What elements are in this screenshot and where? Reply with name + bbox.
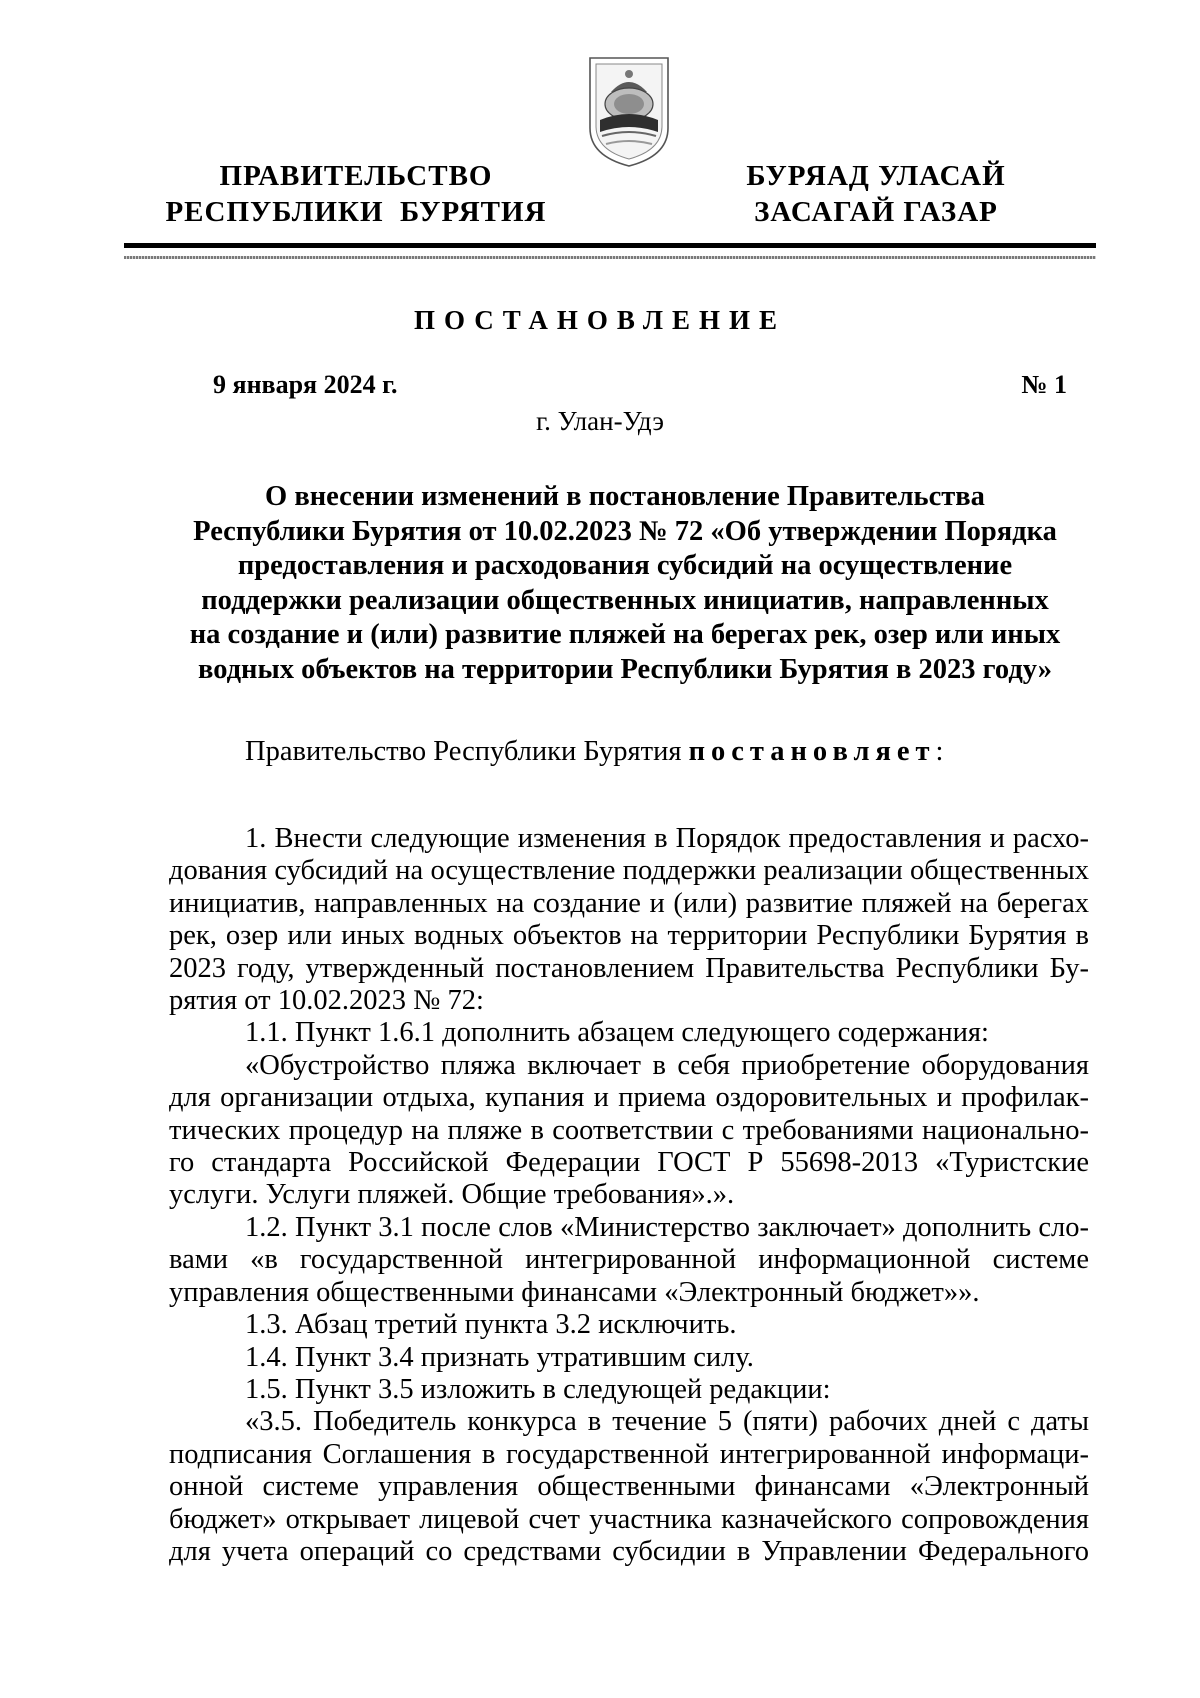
resolution-prefix: Правительство Республики Бурятия xyxy=(245,736,689,767)
header-divider-thin xyxy=(124,256,1096,259)
body-line: рек, озер или иных водных объектов на территории Республики Бурятия в xyxy=(169,920,1089,952)
title-line: О внесении изменений в постановление Правительства xyxy=(265,481,985,512)
body-line: 1. Внести следующие изменения в Порядок предоставления и расхо- xyxy=(245,823,1089,854)
government-name-buryat xyxy=(706,158,1046,230)
resolution-suffix: : xyxy=(935,736,944,767)
body-line: «Обустройство пляжа включает в себя приобретение оборудования xyxy=(245,1049,1089,1081)
body-line: 2023 году, утвержденный постановлением Правительства Республики Бу- xyxy=(169,952,1089,984)
body-line: подписания Соглашения в государственной интегрированной информаци- xyxy=(169,1438,1089,1470)
government-name-buryat-line1: БУРЯАД УЛАСАЙ xyxy=(746,160,1006,192)
title-line: на создание и (или) развитие пляжей на берегах рек, озер или иных xyxy=(189,619,1061,650)
document-number: № 1 xyxy=(1021,370,1067,399)
body-line: 1.2. Пункт 3.1 после слов «Министерство заключает» дополнить сло- xyxy=(245,1211,1089,1243)
body-line: инициатив, направленных на создание и (или) развитие пляжей на берегах xyxy=(169,887,1089,919)
body-line: 1.1. Пункт 1.6.1 дополнить абзацем следующего содержания: xyxy=(245,1017,989,1049)
title-line: поддержки реализации общественных инициатив, направленных xyxy=(201,584,1049,616)
body-line: «3.5. Победитель конкурса в течение 5 (пяти) рабочих дней с даты xyxy=(245,1406,1089,1438)
government-name-russian-line2: РЕСПУБЛИКИ БУРЯТИЯ xyxy=(165,196,547,228)
body-line: 1.5. Пункт 3.5 изложить в следующей редакции: xyxy=(245,1373,831,1405)
document-body xyxy=(169,823,1089,1568)
body-line: онной системе управления общественными финансами «Электронный xyxy=(169,1471,1089,1503)
body-line: 1.4. Пункт 3.4 признать утратившим силу. xyxy=(245,1341,754,1373)
resolution-statement xyxy=(245,736,943,768)
body-line: го стандарта Российской Федерации ГОСТ Р 55698-2013 «Туристские xyxy=(169,1147,1089,1179)
body-line: управления общественными финансами «Электронный бюджет»». xyxy=(169,1276,980,1308)
title-line: предоставления и расходования субсидий на осуществление xyxy=(237,550,1013,581)
buryatia-coat-of-arms-icon xyxy=(586,52,672,170)
body-line: бюджет» открывает лицевой счет участника казначейского сопровождения xyxy=(169,1503,1089,1535)
document-type: ПОСТАНОВЛЕНИЕ xyxy=(413,305,787,335)
resolution-verb: постановляет xyxy=(688,736,936,767)
header-divider-thick xyxy=(124,243,1096,248)
government-name-buryat-line2: ЗАСАГАЙ ГАЗАР xyxy=(754,196,998,228)
government-name-russian-line1: ПРАВИТЕЛЬСТВО xyxy=(219,160,493,192)
body-line: услуги. Услуги пляжей. Общие требования».». xyxy=(169,1179,735,1211)
document-date: 9 января 2024 г. xyxy=(213,370,398,399)
body-line: тических процедур на пляже в соответствии с требованиями национально- xyxy=(169,1114,1089,1146)
government-name-russian xyxy=(156,158,556,230)
body-line: 1.3. Абзац третий пункта 3.2 исключить. xyxy=(245,1309,737,1341)
body-line: рятия от 10.02.2023 № 72: xyxy=(169,985,484,1017)
document-title xyxy=(160,480,1090,687)
body-line: для организации отдыха, купания и приема оздоровительных и профилак- xyxy=(169,1082,1089,1114)
body-line: для учета операций со средствами субсидии в Управлении Федерального xyxy=(169,1535,1089,1567)
body-line: вами «в государственной интегрированной информационной системе xyxy=(169,1244,1089,1276)
title-line: водных объектов на территории Республики Бурятия в 2023 году» xyxy=(198,653,1052,685)
title-line: Республики Бурятия от 10.02.2023 № 72 «Об утверждении Порядка xyxy=(193,515,1057,547)
body-line: дования субсидий на осуществление поддержки реализации общественных xyxy=(169,855,1089,887)
document-city: г. Улан-Удэ xyxy=(536,406,664,436)
